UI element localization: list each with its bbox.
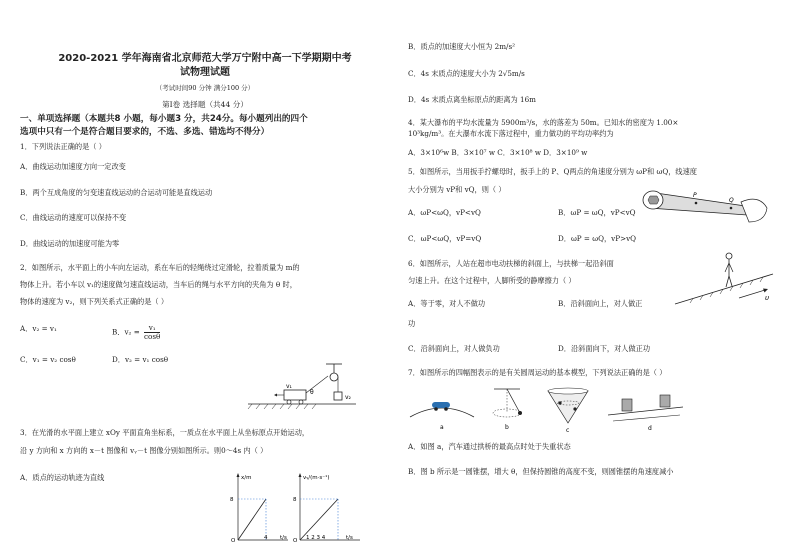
graph1-xtick: 4 [264,535,268,541]
q7-option-a: A．如图 a，汽车通过拱桥的最高点时处于失重状态 [408,442,571,451]
person-leg [726,276,729,287]
wrench-figure [641,178,771,233]
person-head [726,253,732,259]
q3-option-a: A．质点的运动轨迹为直线 [20,473,105,482]
q5-option-c: C．ωP<ωQ，vP=vQ [408,234,482,243]
q3-stem-line2: 沿 y 方向和 x 方向的 x－t 图像和 vᵧ－t 图像分别如图所示。则0～4s 内（ ） [20,446,268,455]
q6-option-b-continued: 功 [408,319,416,328]
q6-option-c: C．沿斜面向上，对人做负功 [408,344,500,353]
x-t-line [238,499,266,540]
escalator-slope [675,274,773,304]
vy-t-line [300,499,338,540]
volume-heading: 第Ⅰ卷 选择题（共44 分） [162,100,248,109]
q3-option-b: B．质点的加速度大小恒为 2m/s² [408,42,516,51]
q5-stem: 5．如图所示，当用扳手拧螺母时，扳手上的 P、Q两点的角速度分别为 ωP和 ωQ，线速度 [408,167,697,176]
q1-option-b: B．两个互成角度的匀变速直线运动的合运动可能是直线运动 [20,188,213,197]
point-q [730,207,733,210]
q2-option-a: A．v₂ = v₁ [20,324,57,333]
q7-stem: 7．如图所示的四幅图表示的是有关圆周运动的基本模型，下列说法正确的是（ ） [408,368,667,377]
exam-title-line2: 试物理试题 [180,67,230,78]
q5-stem-line2: 大小分别为 vP和 vQ，则（ ） [408,185,506,194]
q6-option-a: A．等于零，对人不做功 [408,299,486,308]
q3-option-c: C．4s 末质点的速度大小为 2√5m/s [408,69,525,78]
q4-stem-line2: 10³kg/m³。在大瀑布水流下落过程中，重力做功的平均功率约为 [408,129,614,138]
graph1-origin: O [231,538,236,544]
q7-option-b: B．图 b 所示是一圆锥摆，增大 θ，但保持圆锥的高度不变，则圆锥摆的角速度减小 [408,467,674,476]
q2-stem: 2．如图所示，水平面上的小车向左运动，系在车后的轻绳绕过定滑轮，拉着质量为 m的 [20,263,300,272]
q2-stem-line3: 物体的速度为 v₂，则下列关系式正确的是（ ） [20,297,169,306]
graph2-xticks: 1 2 3 4 [306,535,326,541]
q6-option-b: B．沿斜面向上，对人做正 [558,299,643,308]
q4-options: A．3×10⁶w B．3×10⁷ w C．3×10⁸ w D．3×10⁹ w [408,148,588,157]
hand [741,199,767,222]
exam-info: （考试时间90 分钟 满分100 分） [155,84,255,92]
ground-hatching [248,404,316,409]
figure-d-label: d [648,425,652,432]
q4-stem: 4．某大瀑布的平均水流量为 5900m³/s，水的落差为 50m。已知水的密度为 1.00× [408,118,679,127]
y-axis-arrow [299,473,302,477]
vy-t-graph [282,470,372,544]
person-leg [729,276,732,286]
q6-option-d: D．沿斜面向下，对人做正功 [558,344,651,353]
q-label: Q [729,197,734,204]
p-label: P [693,192,697,199]
q5-option-b: B．ωP = ωQ，vP<vQ [558,208,636,217]
velocity-arrowhead [274,394,277,397]
nut [648,196,659,204]
hanging-block [334,392,342,400]
fraction-denominator: cosθ [144,332,161,341]
graph1-xlabel: t/s [280,535,287,541]
figure-a-car-bridge [410,402,474,431]
section-heading-line2: 选项中只有一个是符合题目要求的，不选、多选、错选均不得分） [20,127,270,137]
graph2-xlabel: t/s [346,535,353,541]
velocity-arrowhead [763,289,768,293]
figure-a-label: a [440,424,444,431]
q2-option-b-fraction [144,324,160,341]
person-arm [725,263,729,272]
q1-option-a: A．曲线运动加速度方向一定改变 [20,162,126,171]
velocity-arrow [739,290,765,298]
fraction-numerator: v₁ [144,324,160,333]
q2-option-d: D．v₂ = v₁ cosθ [112,355,169,364]
q1-stem: 1．下列说法正确的是（ ） [20,142,106,151]
graph1-ytick: 8 [230,497,234,503]
v1-label: v₁ [286,383,292,390]
theta-label: θ [310,389,314,396]
q3-option-d: D．4s 末质点离坐标原点的距离为 16m [408,95,536,104]
q3-stem: 3．在光滑的水平面上建立 xOy 平面直角坐标系，一质点在水平面上从坐标原点开始运动， [20,428,310,437]
figure-b-label: b [505,424,509,431]
q2-option-b-prefix: B．v₂ = [112,327,140,337]
q1-option-d: D．曲线运动的加速度可能为零 [20,239,120,248]
q5-option-d: D．ωP = ωQ，vP>vQ [558,234,637,243]
y-axis-arrow [237,473,240,477]
person-arm [729,263,733,272]
q6-stem-line2: 匀速上升。在这个过程中，人脚所受的静摩擦力（ ） [408,276,576,285]
q6-stem: 6．如图所示，人站在超市电动扶梯的斜面上，与扶梯一起沿斜面 [408,259,614,268]
car-body [284,390,306,400]
q2-stem-line2: 物体上升。若小车以 v₁的速度做匀速直线运动，当车后的绳与水平方向的夹角为 θ 时， [20,280,297,289]
q2-option-c: C．v₁ = v₂ cosθ [20,355,76,364]
exam-title: 2020-2021 学年海南省北京师范大学万宁附中高一下学期期中考 [58,53,352,64]
car-wheel [299,400,303,404]
section-heading: 一、单项选择题（本题共8 小题，每小题3 分，共24分。每小题列出的四个 [20,114,308,124]
q1-option-c: C．曲线运动的速度可以保持不变 [20,213,127,222]
v-label: υ [765,294,770,302]
figure-c-label: c [566,427,570,434]
graph2-ytick: 8 [293,497,297,503]
figure-c-cone [548,388,588,434]
graph1-ylabel: x/m [241,475,252,481]
graph2-ylabel: vᵧ/(m·s⁻¹) [303,475,330,481]
car-pulley-figure [246,360,366,415]
figure-b-conical-pendulum [493,389,522,431]
circular-motion-figures [408,385,778,435]
slope-hatching [690,277,763,303]
graph2-origin: O [293,538,298,544]
figure-d-train-track [608,395,683,432]
car-wheel [287,400,291,404]
v2-label: v₂ [345,394,351,401]
pulley [330,373,338,381]
point-p [695,202,698,205]
q5-option-a: A．ωP<ωQ，vP<vQ [408,208,481,217]
q2-option-b [112,324,160,341]
escalator-figure [673,248,778,308]
